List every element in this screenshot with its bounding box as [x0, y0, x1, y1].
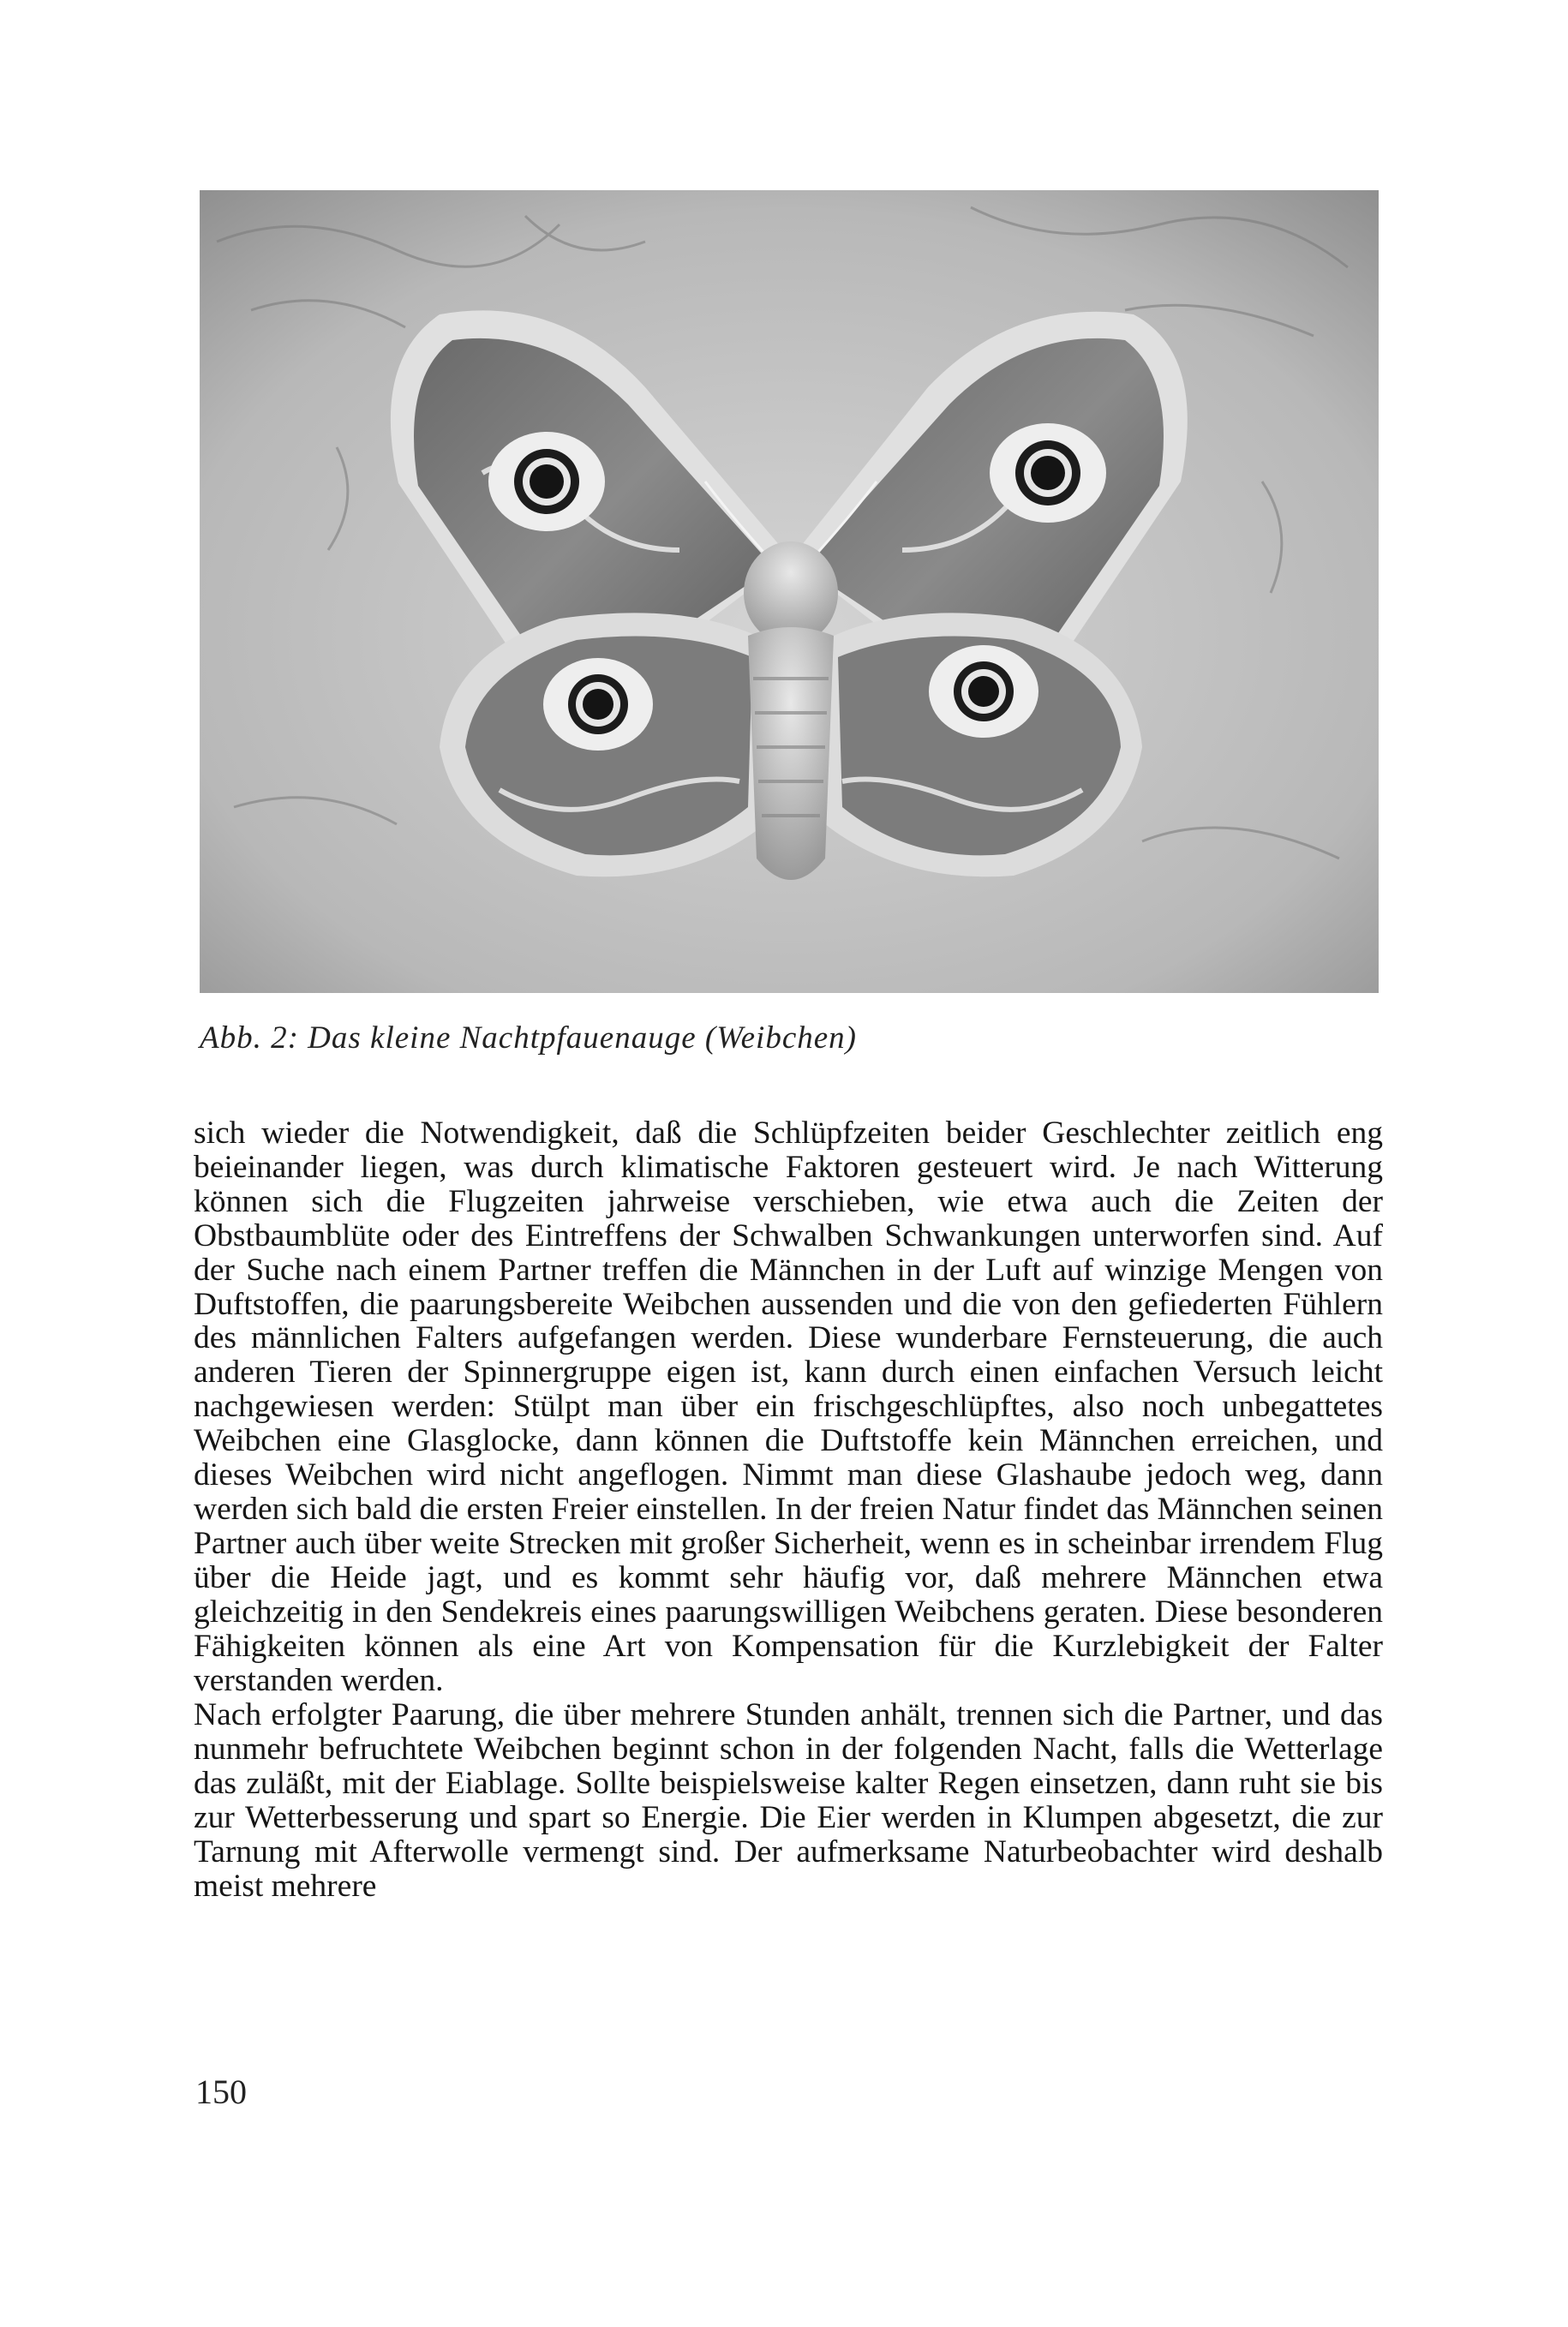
paragraph: Nach erfolgter Paarung, die über mehrere Stunden anhält, trennen sich die Partner, und das nunmehr befruchtete Weibchen beginnt schon in der folgenden Nacht, falls die Wetterlage das zuläßt, mit der Eiablage. Sollte beispielsweise kalter Regen einsetzen, dann ruht sie bis zur Wetterbesserung und spart so Energie. Die Eier werden in Klumpen abgesetzt, die zur Tarnung mit Afterwolle vermengt sind. Der aufmerksame Naturbeobachter wird deshalb meist mehrere	[194, 1697, 1383, 1904]
moth-photograph	[200, 190, 1379, 993]
figure-caption: Abb. 2: Das kleine Nachtpfauenauge (Weibchen)	[200, 1020, 857, 1056]
body-text	[194, 1116, 1383, 1904]
paragraph: sich wieder die Notwendigkeit, daß die Schlüpfzeiten beider Geschlechter zeitlich eng beieinander liegen, was durch klimatische Faktoren gesteuert wird. Je nach Witterung können sich die Flugzeiten jahrweise verschieben, wie etwa auch die Zeiten der Obstbaumblüte oder des Eintreffens der Schwalben Schwankungen unterworfen sind. Auf der Suche nach einem Partner treffen die Männchen in der Luft auf winzige Mengen von Duftstoffen, die paarungsbereite Weibchen aussenden und die von den gefiederten Fühlern des männlichen Falters aufgefangen werden. Diese wunderbare Fernsteuerung, die auch anderen Tieren der Spinnergruppe eigen ist, kann durch einen einfachen Versuch leicht nachgewiesen werden: Stülpt man über ein frischgeschlüpftes, also noch unbegattetes Weibchen eine Glasglocke, dann können die Duftstoffe kein Männchen erreichen, und dieses Weibchen wird nicht angeflogen. Nimmt man diese Glashaube jedoch weg, dann werden sich bald die ersten Freier einstellen. In der freien Natur findet das Männchen seinen Partner auch über weite Strecken mit großer Sicherheit, wenn es in scheinbar irrendem Flug über die Heide jagt, und es kommt sehr häufig vor, daß mehrere Männchen etwa gleichzeitig in den Sendekreis eines paarungswilligen Weibchens geraten. Diese besonderen Fähigkeiten können als eine Art von Kompensation für die Kurzlebigkeit der Falter verstanden werden.	[194, 1116, 1384, 1698]
page-number: 150	[195, 2073, 247, 2111]
